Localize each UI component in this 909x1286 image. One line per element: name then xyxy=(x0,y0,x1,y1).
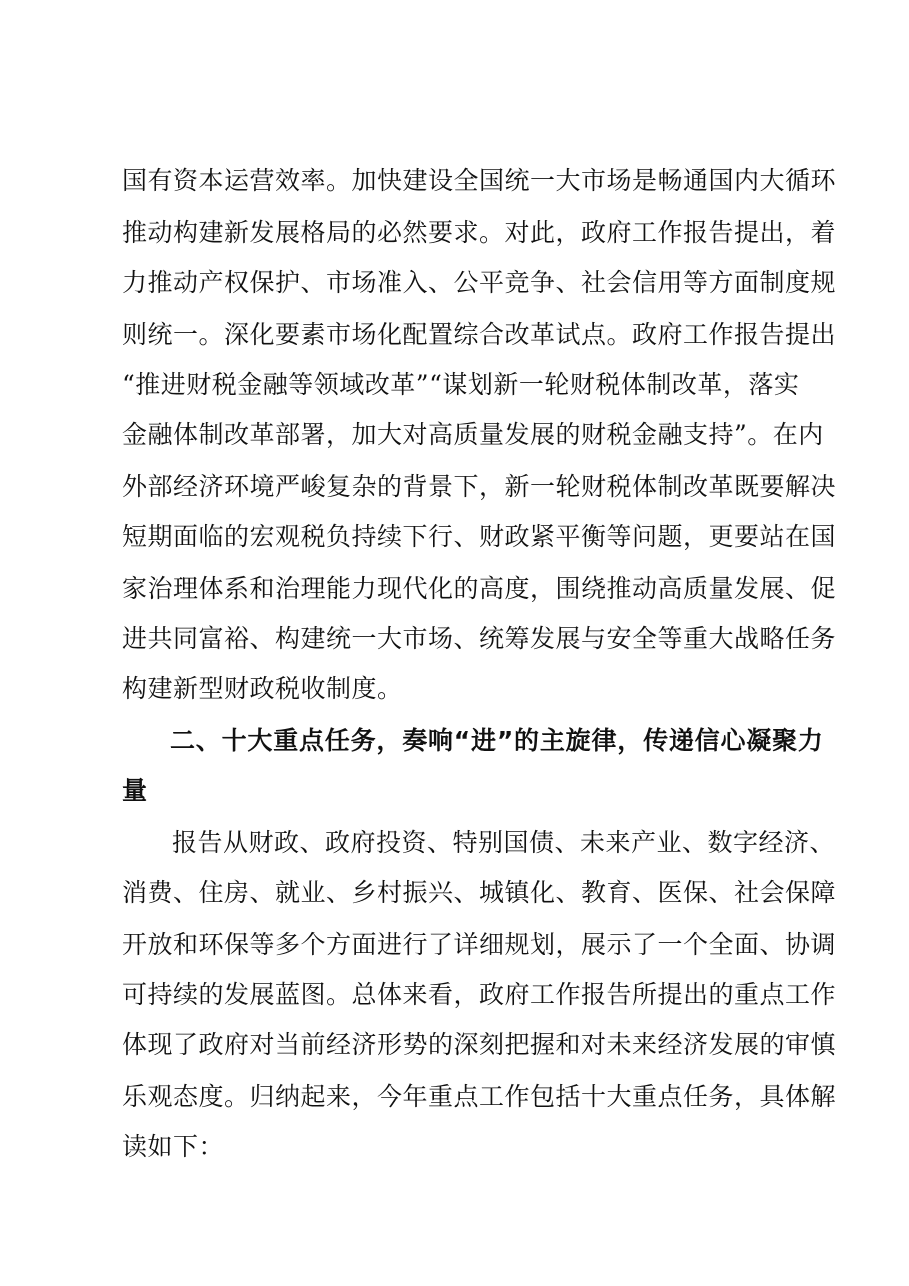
paragraph-line: 则统一。深化要素市场化配置综合改革试点。政府工作报告提出 xyxy=(122,320,837,349)
paragraph-line: 消费、住房、就业、乡村振兴、城镇化、教育、医保、社会保障 xyxy=(122,878,837,907)
paragraph-line: 报告从财政、政府投资、特别国债、未来产业、数字经济、 xyxy=(172,828,836,857)
paragraph-line: 短期面临的宏观税负持续下行、财政紧平衡等问题，更要站在国 xyxy=(122,522,837,551)
paragraph-line: 可持续的发展蓝图。总体来看，政府工作报告所提出的重点工作 xyxy=(122,980,837,1009)
paragraph-line: 读如下： xyxy=(122,1132,225,1161)
paragraph-line: 家治理体系和治理能力现代化的高度，围绕推动高质量发展、促 xyxy=(122,574,837,603)
paragraph-line: 体现了政府对当前经济形势的深刻把握和对未来经济发展的审慎 xyxy=(122,1030,837,1059)
paragraph-line: 金融体制改革部署，加大对高质量发展的财税金融支持”。在内 xyxy=(122,420,824,449)
heading-line: 二、十大重点任务，奏响“进”的主旋律，传递信心凝聚力 xyxy=(170,726,824,755)
paragraph-line: 构建新型财政税收制度。 xyxy=(122,674,403,703)
paragraph-line: 推动构建新发展格局的必然要求。对此，政府工作报告提出，着 xyxy=(122,218,837,247)
paragraph-line: 力推动产权保护、市场准入、公平竞争、社会信用等方面制度规 xyxy=(122,268,837,297)
heading-line: 量 xyxy=(122,776,148,805)
paragraph-line: 开放和环保等多个方面进行了详细规划，展示了一个全面、协调 xyxy=(122,930,837,959)
paragraph-line: 国有资本运营效率。加快建设全国统一大市场是畅通国内大循环 xyxy=(122,166,837,195)
paragraph-line: “推进财税金融等领域改革”“谋划新一轮财税体制改革，落实 xyxy=(122,370,800,399)
paragraph-line: 外部经济环境严峻复杂的背景下，新一轮财税体制改革既要解决 xyxy=(122,472,837,501)
paragraph-line: 乐观态度。归纳起来，今年重点工作包括十大重点任务，具体解 xyxy=(122,1082,837,1111)
paragraph-line: 进共同富裕、构建统一大市场、统筹发展与安全等重大战略任务 xyxy=(122,624,837,653)
